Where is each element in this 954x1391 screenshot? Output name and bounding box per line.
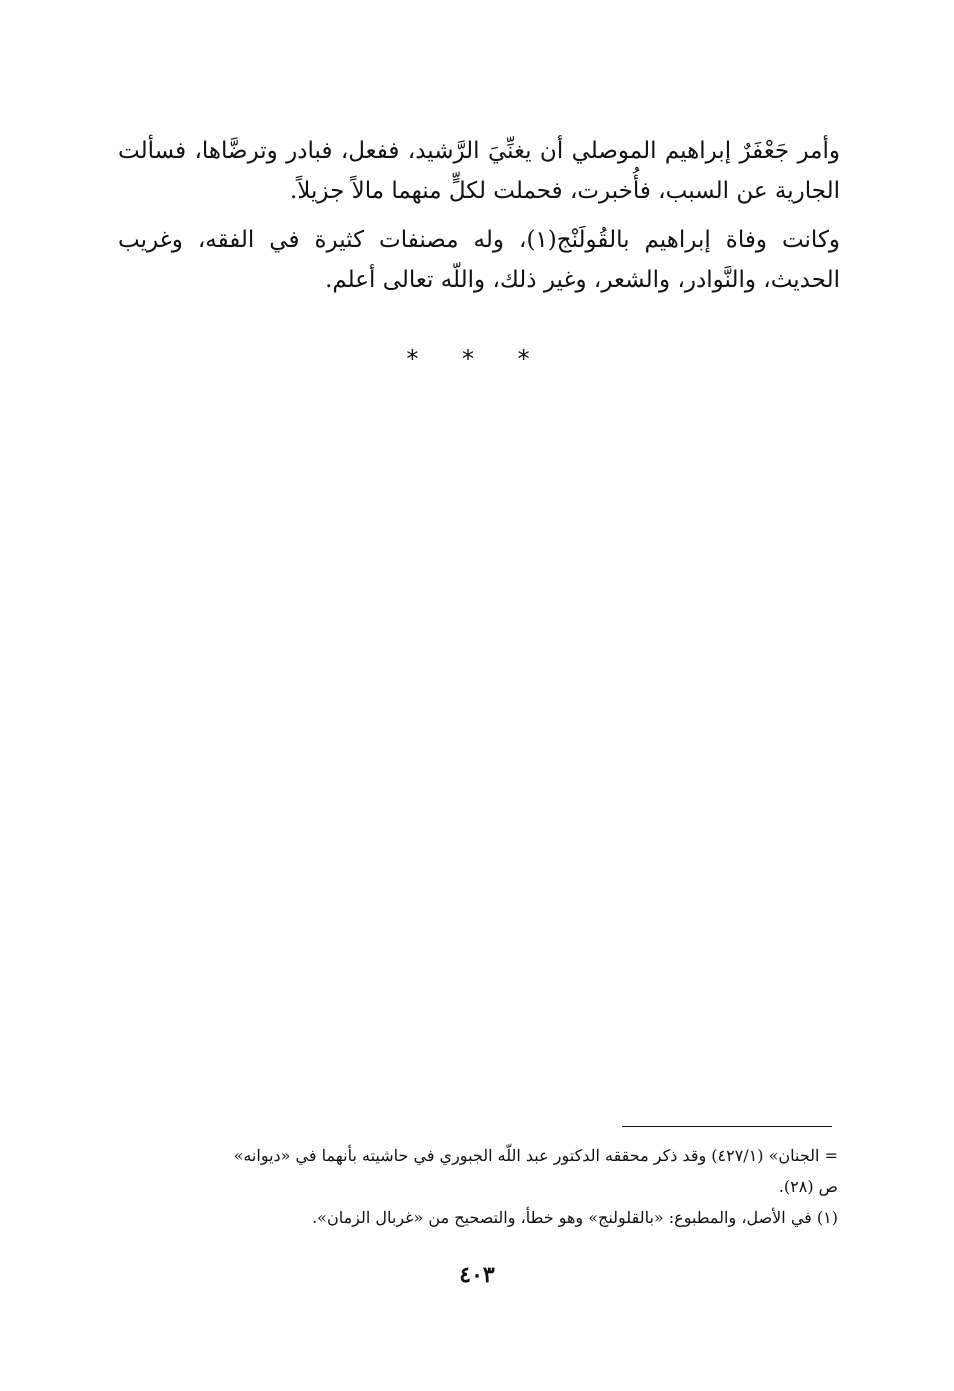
footnotes xyxy=(118,1140,838,1234)
footnote-1: (١) في الأصل، والمطبوع: «بالقلولنج» وهو خطأ، والتصحيح من «غربال الزمان». xyxy=(312,1208,838,1228)
page-number: ٤٠٣ xyxy=(459,1262,495,1288)
main-text xyxy=(118,132,840,300)
section-separator: * * * xyxy=(406,345,548,373)
paragraph-1: وأمر جَعْفَرٌ إبراهيم الموصلي أن يغنِّيَ الرَّشيد، ففعل، فبادر وترضَّاها، فسألت الجارية عن السبب، فأُخبرت، فحملت لكلٍّ منهما مالاً جزيلاً. xyxy=(118,138,840,204)
footnote-divider xyxy=(622,1126,832,1127)
paragraph-2: وكانت وفاة إبراهيم بالقُولَنْج(١)، وله مصنفات كثيرة في الفقه، وغريب الحديث، والنَّوادر، والشعر، وغير ذلك، واللّه تعالى أعلم. xyxy=(118,227,840,293)
footnote-continuation-line-1: = الجنان» (٤٢٧/١) وقد ذكر محققه الدكتور عبد اللّه الجبوري في حاشيته بأنهما في «ديوانه» xyxy=(233,1146,838,1165)
footnote-continuation-line-2: ص (٢٨). xyxy=(778,1177,838,1197)
